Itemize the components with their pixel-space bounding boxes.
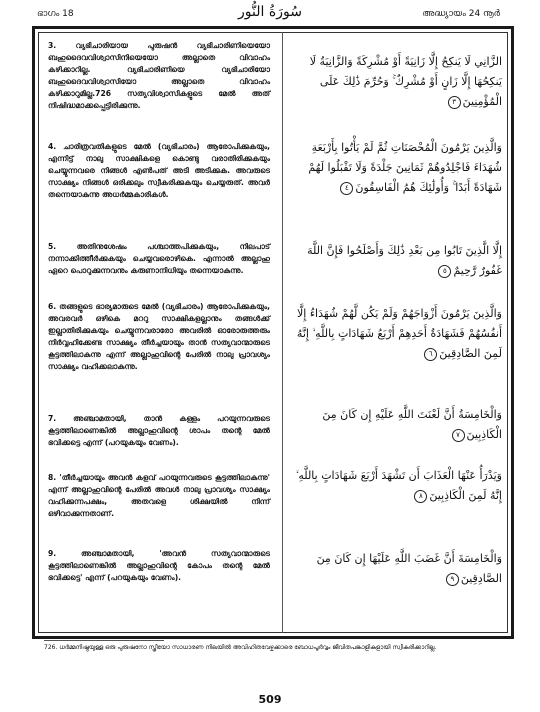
verse-8-end-marker: ٨ [414,490,427,503]
verse-5-arabic: إِلَّا الَّذِينَ تَابُوا مِن بَعْدِ ذَٰلِكَ وَأَصْلَحُوا فَإِنَّ اللَّهَ غَفُورٌ رَّحِيمٌ٥ [307,244,502,277]
verse-5-end-marker: ٥ [438,265,451,278]
footnote: 726. ധർമ്മനിഷ്ഠയുള്ള ഒരു പുരുഷനോ സ്ത്രീയോ സാധാരണ നിലയിൽ അവിഹിതവേഴ്ചക്കാരെ ബോധപൂർവ്വം ജീവിതപങ്കാളികളായി സ്വീകരിക്കാറില്ല. [44,644,437,651]
verse-8-arabic: وَيَدْرَأُ عَنْهَا الْعَذَابَ أَن تَشْهَدَ أَرْبَعَ شَهَادَاتٍ بِاللَّهِ ۙ إِنَّهُ لَمِنَ الْكَاذِبِينَ٨ [295,469,502,502]
verse-6-arabic: وَالَّذِينَ يَرْمُونَ أَزْوَاجَهُمْ وَلَمْ يَكُن لَّهُمْ شُهَدَاءُ إِلَّا أَنفُسُهُمْ فَشَهَادَةُ أَحَدِهِمْ أَرْبَعُ شَهَادَاتٍ بِاللَّهِ ۙ إِنَّهُ لَمِنَ الصَّادِقِينَ٦ [296,307,502,360]
verse-6-translation: 6. തങ്ങളുടെ ഭാര്യമാരുടെ മേൽ (വ്യഭിചാരം) ആരോപിക്കുകയും, അവരവർ ഒഴികെ മററു സാക്ഷികളല്ലാനും തങ്ങൾക്ക് ഇല്ലാതിരിക്കുകയും ചെയ്യുന്നവരാരോ അവരിൽ ഓരോരുത്തരും നിർവ്വഹിക്കേണ്ട സാക്ഷ്യം തീർച്ചയായും താൻ സത്യവാന്മാരുടെ കൂട്ടത്തിലാകുന്നു എന്ന് അല്ലാഹുവിന്റെ പേരിൽ നാലു പ്രാവശ്യം സാക്ഷ്യം വഹിക്കലാകുന്നു. [48,302,270,371]
page-header-chapter: അദ്ധ്യായം 24 നൂർ [422,9,500,19]
verse-3-translation: 3. വ്യഭിചാരിയായ പുരുഷൻ വ്യഭിചാരിണിയെയോ ബഹുദൈവവിശ്വാസിനിയെയോ അല്ലാതെ വിവാഹം കഴിക്കാറില്ല. വ്യഭിചാരിണിയെ വ്യഭിചാരിയോ ബഹുദൈവവിശ്വാസിയോ അല്ലാതെ വിവാഹം കഴിക്കാറുമില്ല.726 സത്യവിശ്വാസികളുടെ മേൽ അത് നിഷിദ്ധമാക്കപ്പെട്ടിരിക്കുന്നു. [48,41,270,110]
verse-4-end-marker: ٤ [340,182,353,195]
verse-8-translation: 8. 'തീർച്ചയായും അവൻ കളവ് പറയുന്നവരുടെ കൂട്ടത്തിലാകുന്നു' എന്ന് അല്ലാഹുവിന്റെ പേരിൽ അവൾ നാലു പ്രാവശ്യം സാക്ഷ്യം വഹിക്കുന്നപക്ഷം, അതവളെ ശിക്ഷയിൽ നിന്ന് ഒഴിവാക്കുന്നതാണ്. [48,473,270,518]
verse-9-arabic: وَالْخَامِسَةَ أَنَّ غَضَبَ اللَّهِ عَلَيْهَا إِن كَانَ مِنَ الصَّادِقِينَ٩ [316,552,502,585]
verse-4-arabic: وَالَّذِينَ يَرْمُونَ الْمُحْصَنَاتِ ثُمَّ لَمْ يَأْتُوا بِأَرْبَعَةِ شُهَدَاءَ فَاجْلِدُوهُمْ ثَمَانِينَ جَلْدَةً وَلَا تَقْبَلُوا لَهُمْ شَهَادَةً أَبَدًا ۚ وَأُولَٰئِكَ هُمُ الْفَاسِقُونَ٤ [308,141,502,194]
column-divider [282,32,283,633]
verse-3-arabic: الزَّانِي لَا يَنكِحُ إِلَّا زَانِيَةً أَوْ مُشْرِكَةً وَالزَّانِيَةُ لَا يَنكِحُهَا إِلَّا زَانٍ أَوْ مُشْرِكٌ ۚ وَحُرِّمَ ذَٰلِكَ عَلَى الْمُؤْمِنِينَ٣ [309,55,502,108]
verse-7-arabic: وَالْخَامِسَةُ أَنَّ لَعْنَتَ اللَّهِ عَلَيْهِ إِن كَانَ مِنَ الْكَاذِبِينَ٧ [322,408,502,441]
verse-9-translation: 9. അഞ്ചാമതായി, 'അവൻ സത്യവാന്മാരുടെ കൂട്ടത്തിലാണെങ്കിൽ അല്ലാഹുവിന്റെ കോപം തന്റെ മേൽ ഭവിക്കട്ടെ' എന്ന് (പറയുകയും വേണം). [48,549,270,582]
verse-5-translation: 5. അതിനുശേഷം പശ്ചാത്തപിക്കുകയും, നിലപാട് നന്നാക്കിത്തീർക്കുകയും ചെയ്യവരൊഴികെ. എന്നാൽ അല്ലാഹു ഏറെ പൊറുക്കുന്നവനും കരുണാനിധിയും തന്നെയാകുന്നു. [48,242,270,275]
verse-7-translation: 7. അഞ്ചാമതായി, താൻ കള്ളം പറയുന്നവരുടെ കൂട്ടത്തിലാണെങ്കിൽ അല്ലാഹുവിന്റെ ശാപം തന്റെ മേൽ ഭവിക്കട്ടെ എന്ന് (പറയുകയും വേണം). [48,414,270,447]
page-header-part: ഭാഗം 18 [37,9,74,19]
surah-title-calligraphy: سُورَةُ النُّور [238,4,302,20]
verse-3-end-marker: ٣ [448,96,461,109]
page-number: 509 [258,693,282,706]
verse-7-end-marker: ٧ [452,429,465,442]
footnote-rule [44,640,164,641]
verse-4-translation: 4. ചാരിത്രവതികളുടെ മേൽ (വ്യഭിചാരം) ആരോപിക്കുകയും, എന്നിട്ട് നാലു സാക്ഷികളെ കൊണ്ടു വരാതിരിക്കുകയും ചെയ്യുന്നവരെ നിങ്ങൾ എൺപത് അടി അടിക്കുക. അവരുടെ സാക്ഷ്യം നിങ്ങൾ ഒരിക്കലും സ്വീകരിക്കുകയും ചെയ്യരുത്. അവർ തന്നെയാകുന്നു അധർമ്മകാരികൾ. [48,142,270,199]
verse-6-end-marker: ٦ [424,348,437,361]
verse-9-end-marker: ٩ [446,573,459,586]
